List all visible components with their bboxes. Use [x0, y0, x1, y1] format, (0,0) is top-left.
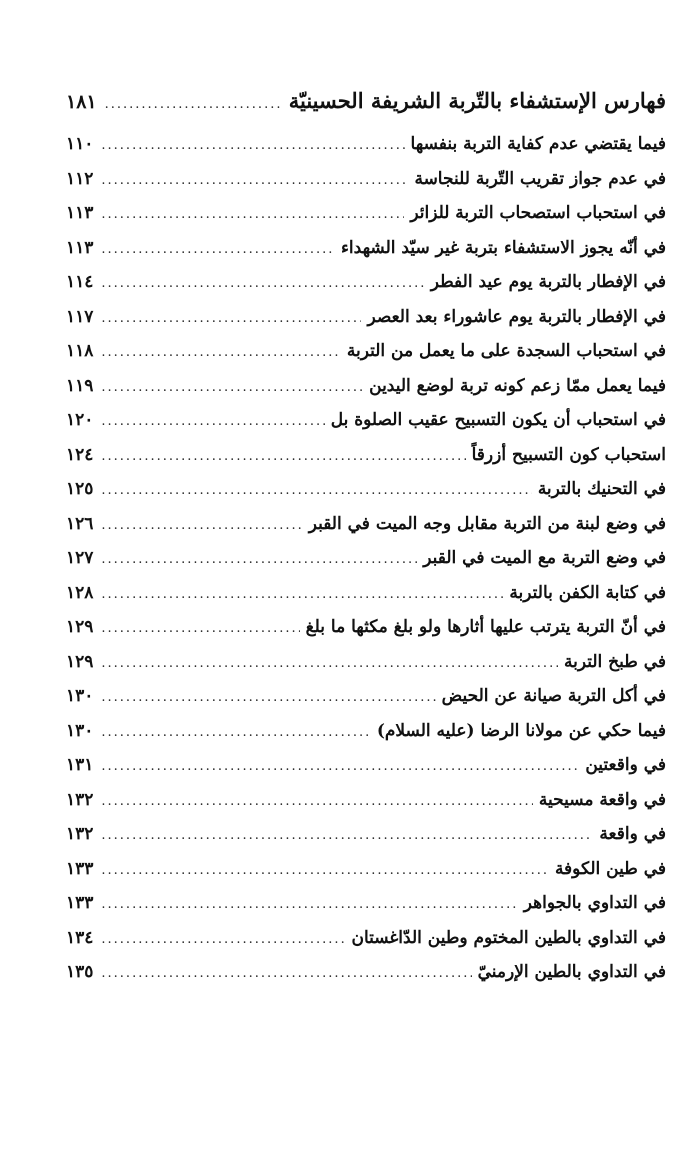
toc-entry — [66, 962, 666, 997]
entry-page: ١٢٩ — [66, 651, 94, 672]
toc-entry — [66, 721, 666, 756]
toc-heading-page: ١٨١ — [66, 91, 97, 113]
toc-entry — [66, 790, 666, 825]
entry-title: في واقعة مسيحية — [538, 789, 666, 810]
toc-entry — [66, 928, 666, 963]
leader-dots — [101, 587, 503, 602]
entry-title: في أنّ التربة يترتب عليها أثارها ولو بلغ مكثها ما بلغ — [305, 617, 666, 637]
entry-title: في الإفطار بالتربة يوم عيد الفطر — [430, 272, 666, 292]
entry-title: فيما حكي عن مولانا الرضا (عليه السلام) — [376, 720, 666, 741]
entry-page: ١١٧ — [66, 306, 94, 327]
entry-title: في الإفطار بالتربة يوم عاشوراء بعد العصر — [367, 306, 666, 327]
table-of-contents — [66, 88, 666, 997]
toc-entry — [66, 445, 666, 480]
toc-entry — [66, 341, 666, 376]
entry-page: ١١٠ — [66, 134, 94, 154]
toc-heading-title: فهارس الإستشفاء بالتّربة الشريفة الحسينيّة — [288, 88, 666, 113]
entry-title: في كتابة الكفن بالتربة — [509, 582, 666, 603]
entry-title: استحباب كون التسبيح أزرقاً — [471, 444, 666, 465]
entry-page: ١٢٠ — [66, 410, 94, 430]
entry-title: فيما يقتضي عدم كفاية التربة بنفسها — [410, 134, 666, 154]
toc-entry — [66, 479, 666, 514]
entry-page: ١٢٥ — [66, 479, 94, 499]
entry-title: في طبخ التربة — [563, 651, 666, 672]
toc-entry — [66, 272, 666, 307]
entry-title: في استحباب استصحاب التربة للزائر — [410, 203, 666, 223]
entry-page: ١٢٨ — [66, 582, 94, 603]
leader-dots — [101, 242, 335, 257]
entry-page: ١١٣ — [66, 237, 94, 258]
toc-entry — [66, 203, 666, 238]
toc-entry — [66, 169, 666, 204]
leader-dots — [101, 207, 404, 222]
entry-title: في استحباب السجدة على ما يعمل من التربة — [346, 341, 666, 361]
entry-page: ١١٤ — [66, 272, 94, 292]
entry-page: ١٢٧ — [66, 548, 94, 568]
leader-dots — [101, 966, 471, 981]
entry-page: ١١٣ — [66, 203, 94, 223]
entry-page: ١٢٤ — [66, 444, 94, 465]
toc-entry — [66, 859, 666, 894]
toc-entry — [66, 514, 666, 549]
leader-dots — [101, 345, 340, 360]
entry-title: في التداوي بالطين الإرمنيّ — [477, 962, 666, 982]
entry-title: في أكل التربة صيانة عن الحيض — [441, 686, 666, 706]
toc-entry — [66, 410, 666, 445]
entry-page: ١٢٦ — [66, 513, 94, 534]
entry-page: ١٣٢ — [66, 789, 94, 810]
entry-title: في وضع التربة مع الميت في القبر — [423, 548, 666, 568]
toc-entry — [66, 307, 666, 342]
toc-entry — [66, 755, 666, 790]
entry-title: في التداوي بالجواهر — [523, 893, 666, 913]
entry-page: ١٣٣ — [66, 893, 94, 913]
leader-dots — [101, 794, 532, 809]
leader-dots — [101, 621, 299, 636]
toc-entry — [66, 893, 666, 928]
leader-dots — [101, 863, 549, 878]
entry-title: في واقعة — [599, 824, 666, 844]
leader-dots — [101, 932, 345, 947]
leader-dots — [101, 690, 435, 705]
leader-dots — [101, 828, 593, 843]
leader-dots — [105, 97, 283, 112]
entry-page: ١٣٢ — [66, 824, 94, 844]
entry-page: ١٢٩ — [66, 617, 94, 637]
entry-page: ١٣٣ — [66, 858, 94, 879]
leader-dots — [101, 759, 579, 774]
entry-title: في التداوي بالطين المختوم وطين الدّاغستان — [351, 927, 666, 948]
toc-entry — [66, 617, 666, 652]
entry-page: ١١٩ — [66, 375, 94, 396]
leader-dots — [101, 552, 417, 567]
leader-dots — [101, 897, 517, 912]
entry-title: فيما يعمل ممّا زعم كونه تربة لوضع اليدين — [369, 375, 666, 396]
toc-entry — [66, 548, 666, 583]
entry-title: في وضع لبنة من التربة مقابل وجه الميت في القبر — [308, 513, 666, 534]
leader-dots — [101, 483, 531, 498]
toc-entry — [66, 583, 666, 618]
toc-entry — [66, 824, 666, 859]
entry-page: ١٣٤ — [66, 927, 94, 948]
entry-title: في واقعتين — [585, 755, 666, 775]
leader-dots — [101, 518, 302, 533]
entry-page: ١١٨ — [66, 341, 94, 361]
leader-dots — [101, 380, 363, 395]
entry-title: في التحنيك بالتربة — [537, 479, 666, 499]
entry-page: ١٣٠ — [66, 686, 94, 706]
toc-entry — [66, 686, 666, 721]
leader-dots — [101, 311, 361, 326]
entry-page: ١١٢ — [66, 168, 94, 189]
leader-dots — [101, 725, 370, 740]
entry-title: في استحباب أن يكون التسبيح عقيب الصلوة بل — [330, 410, 666, 430]
toc-entry — [66, 376, 666, 411]
leader-dots — [101, 449, 465, 464]
toc-entry — [66, 652, 666, 687]
toc-entry — [66, 238, 666, 273]
leader-dots — [101, 656, 558, 671]
entry-page: ١٣٥ — [66, 962, 94, 982]
leader-dots — [101, 276, 424, 291]
toc-heading-row — [66, 88, 666, 124]
entry-title: في طين الكوفة — [554, 858, 666, 879]
entry-page: ١٣٠ — [66, 720, 94, 741]
entry-page: ١٣١ — [66, 755, 94, 775]
leader-dots — [101, 138, 404, 153]
entry-title: في عدم جواز تقريب التّربة للنجاسة — [414, 168, 666, 189]
toc-entry — [66, 134, 666, 169]
entry-title: في أنّه يجوز الاستشفاء بتربة غير سيّد الشهداء — [340, 237, 666, 258]
leader-dots — [101, 173, 408, 188]
leader-dots — [101, 414, 324, 429]
